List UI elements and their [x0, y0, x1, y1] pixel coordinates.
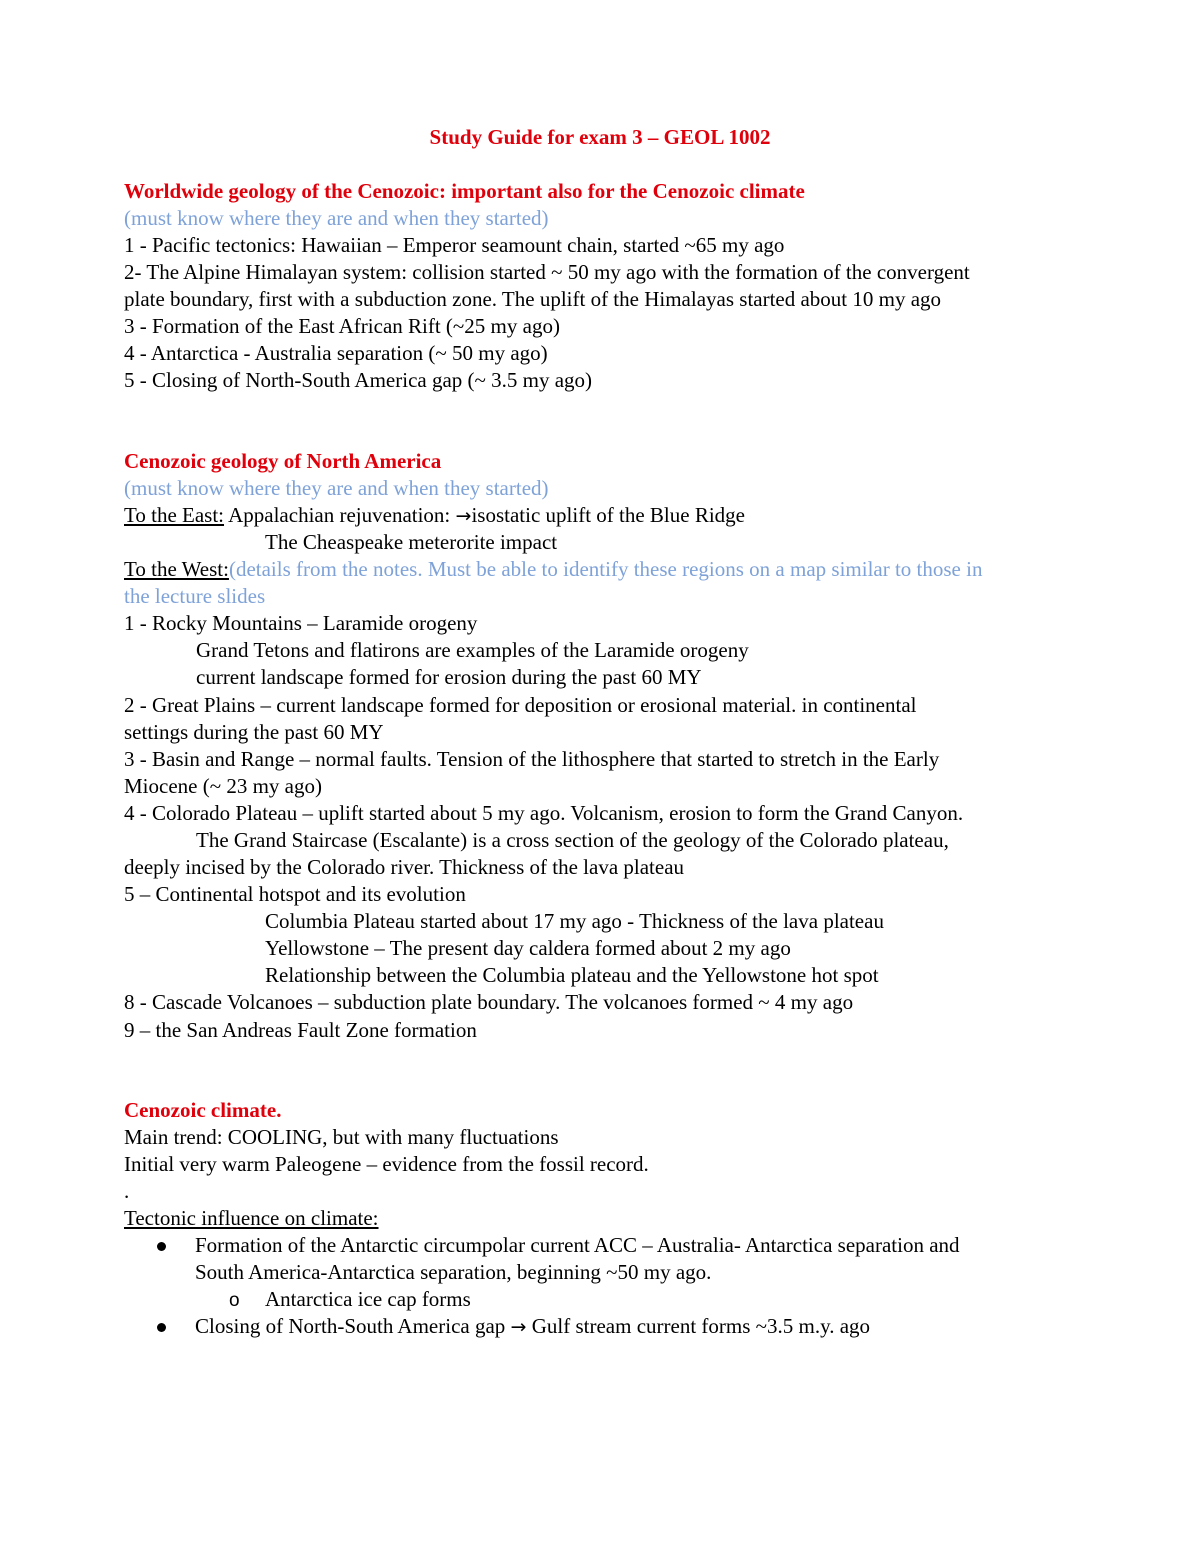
bullet-item-continued: South America-Antarctica separation, beginning ~50 my ago.	[195, 1260, 712, 1284]
arrow-right-icon: →	[455, 505, 472, 527]
west-label: To the West:	[124, 557, 229, 581]
bullet-text: Gulf stream current forms ~3.5 m.y. ago	[526, 1314, 871, 1338]
list-item: The Grand Staircase (Escalante) is a cross section of the geology of the Colorado plateau,	[196, 828, 949, 852]
east-line	[124, 502, 745, 530]
list-item: Relationship between the Columbia plateau and the Yellowstone hot spot	[265, 963, 879, 987]
list-item: settings during the past 60 MY	[124, 720, 384, 744]
section-note: (must know where they are and when they started)	[124, 206, 549, 230]
list-item: Miocene (~ 23 my ago)	[124, 774, 322, 798]
bullet-item: Formation of the Antarctic circumpolar current ACC – Australia- Antarctica separation and	[195, 1233, 960, 1257]
section-note: (must know where they are and when they started)	[124, 476, 549, 500]
list-item: Yellowstone – The present day caldera formed about 2 my ago	[265, 936, 791, 960]
climate-line: Initial very warm Paleogene – evidence from the fossil record.	[124, 1152, 649, 1176]
sub-bullet-item: Antarctica ice cap forms	[265, 1287, 471, 1311]
list-item: 3 - Basin and Range – normal faults. Tension of the lithosphere that started to stretch in the Early	[124, 747, 940, 771]
west-note-continued: the lecture slides	[124, 584, 266, 608]
list-item: 2- The Alpine Himalayan system: collision started ~ 50 my ago with the formation of the convergent	[124, 260, 970, 284]
list-item: Columbia Plateau started about 17 my ago - Thickness of the lava plateau	[265, 909, 884, 933]
list-item: 9 – the San Andreas Fault Zone formation	[124, 1018, 477, 1042]
section-heading-worldwide: Worldwide geology of the Cenozoic: important also for the Cenozoic climate	[124, 179, 805, 203]
stray-dot: .	[124, 1179, 130, 1203]
document-title: Study Guide for exam 3 – GEOL 1002	[429, 125, 771, 149]
west-line	[124, 556, 982, 583]
section-heading-north-america: Cenozoic geology of North America	[124, 449, 442, 473]
list-item: Grand Tetons and flatirons are examples of the Laramide orogeny	[196, 638, 749, 662]
list-item: 4 - Colorado Plateau – uplift started about 5 my ago. Volcanism, erosion to form the Grand Canyon.	[124, 801, 964, 825]
list-item: 1 - Rocky Mountains – Laramide orogeny	[124, 611, 478, 635]
bullet-item	[195, 1313, 870, 1341]
list-item: 4 - Antarctica - Australia separation (~ 50 my ago)	[124, 341, 548, 365]
bullet-icon	[157, 1242, 166, 1251]
list-item: 2 - Great Plains – current landscape formed for deposition or erosional material. in continental	[124, 693, 917, 717]
list-item: 5 - Closing of North-South America gap (~ 3.5 my ago)	[124, 368, 593, 392]
east-text: Appalachian rejuvenation:	[224, 503, 456, 527]
list-item: 8 - Cascade Volcanoes – subduction plate boundary. The volcanoes formed ~ 4 my ago	[124, 990, 854, 1014]
circle-bullet-icon: o	[229, 1290, 240, 1311]
list-item: deeply incised by the Colorado river. Thickness of the lava plateau	[124, 855, 685, 879]
list-item: current landscape formed for erosion during the past 60 MY	[196, 665, 702, 689]
climate-line: Main trend: COOLING, but with many fluctuations	[124, 1125, 559, 1149]
bullet-text: Closing of North-South America gap	[195, 1314, 511, 1338]
east-text: isostatic uplift of the Blue Ridge	[471, 503, 745, 527]
tectonic-label: Tectonic influence on climate:	[124, 1206, 379, 1230]
east-line-2: The Cheaspeake meterorite impact	[265, 530, 558, 554]
list-item: 1 - Pacific tectonics: Hawaiian – Emperor seamount chain, started ~65 my ago	[124, 233, 785, 257]
list-item: plate boundary, first with a subduction zone. The uplift of the Himalayas started about 10 my ago	[124, 287, 942, 311]
east-label: To the East:	[124, 503, 225, 527]
west-note: (details from the notes. Must be able to identify these regions on a map similar to those in	[228, 557, 983, 581]
list-item: 3 - Formation of the East African Rift (~25 my ago)	[124, 314, 560, 338]
bullet-icon	[157, 1323, 166, 1332]
arrow-right-icon: →	[510, 1316, 527, 1338]
section-heading-climate: Cenozoic climate.	[124, 1098, 282, 1122]
list-item: 5 – Continental hotspot and its evolution	[124, 882, 466, 906]
